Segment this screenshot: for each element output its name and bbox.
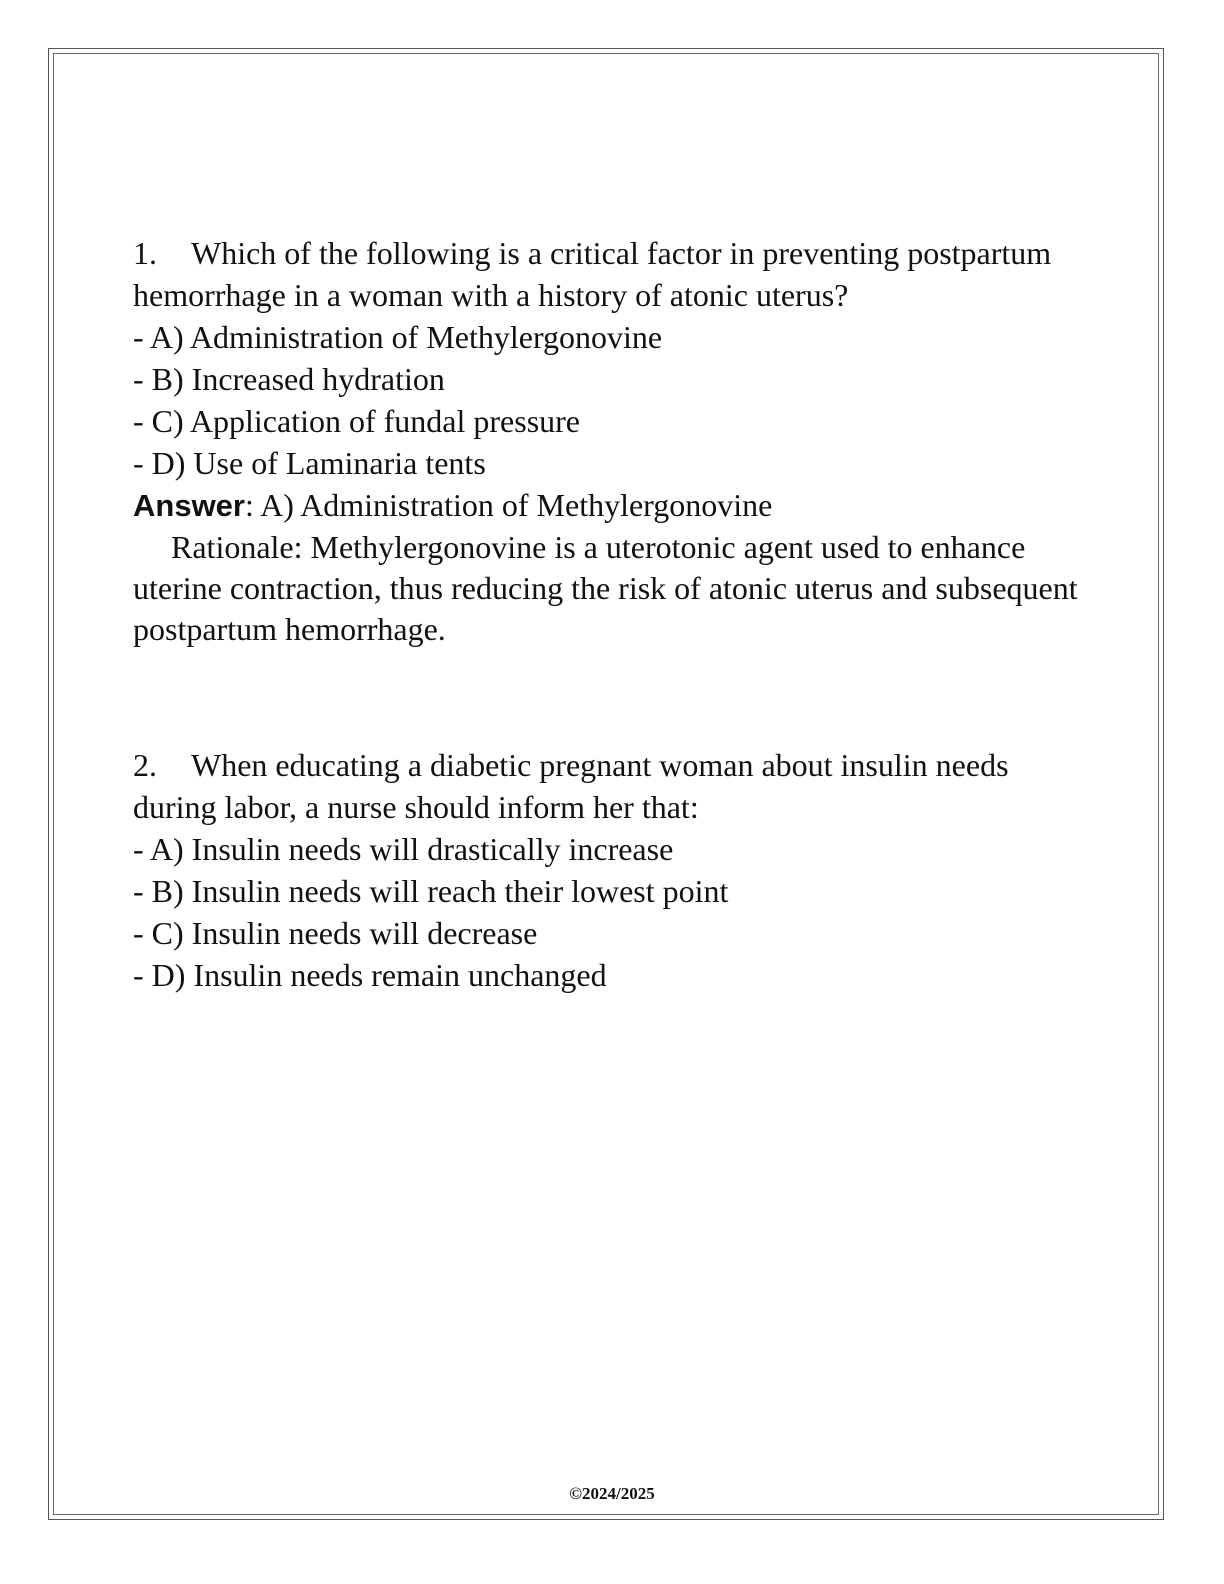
question-1-option-a: - A) Administration of Methylergonovine bbox=[133, 319, 663, 355]
question-1-text-block bbox=[133, 232, 1093, 316]
question-2-option-b: - B) Insulin needs will reach their lowest point bbox=[133, 873, 729, 909]
question-2-option-d: - D) Insulin needs remain unchanged bbox=[133, 957, 607, 993]
question-2-number: 2. bbox=[133, 747, 157, 783]
question-1-answer bbox=[133, 484, 1093, 527]
question-1-option-b: - B) Increased hydration bbox=[133, 361, 445, 397]
question-1-text: Which of the following is a critical factor in preventing postpartum hemorrhage in a woman with a history of atonic uterus? bbox=[133, 235, 1052, 313]
question-1 bbox=[133, 232, 1093, 650]
answer-label: Answer bbox=[133, 488, 245, 523]
question-1-number: 1. bbox=[133, 235, 157, 271]
question-2 bbox=[133, 744, 1093, 996]
question-1-rationale: Rationale: Methylergonovine is a uterotonic agent used to enhance uterine contraction, thus reducing the risk of atonic uterus and subsequent postpartum hemorrhage. bbox=[133, 529, 1078, 647]
question-2-option-a: - A) Insulin needs will drastically increase bbox=[133, 831, 674, 867]
question-2-text: When educating a diabetic pregnant woman about insulin needs during labor, a nurse should inform her that: bbox=[133, 747, 1009, 825]
question-2-text-block bbox=[133, 744, 1093, 828]
document-content bbox=[133, 232, 1093, 996]
question-1-option-c: - C) Application of fundal pressure bbox=[133, 403, 580, 439]
copyright-footer: ©2024/2025 bbox=[569, 1484, 655, 1503]
question-1-option-d: - D) Use of Laminaria tents bbox=[133, 445, 486, 481]
question-2-option-c: - C) Insulin needs will decrease bbox=[133, 915, 538, 951]
answer-text: : A) Administration of Methylergonovine bbox=[244, 487, 773, 523]
